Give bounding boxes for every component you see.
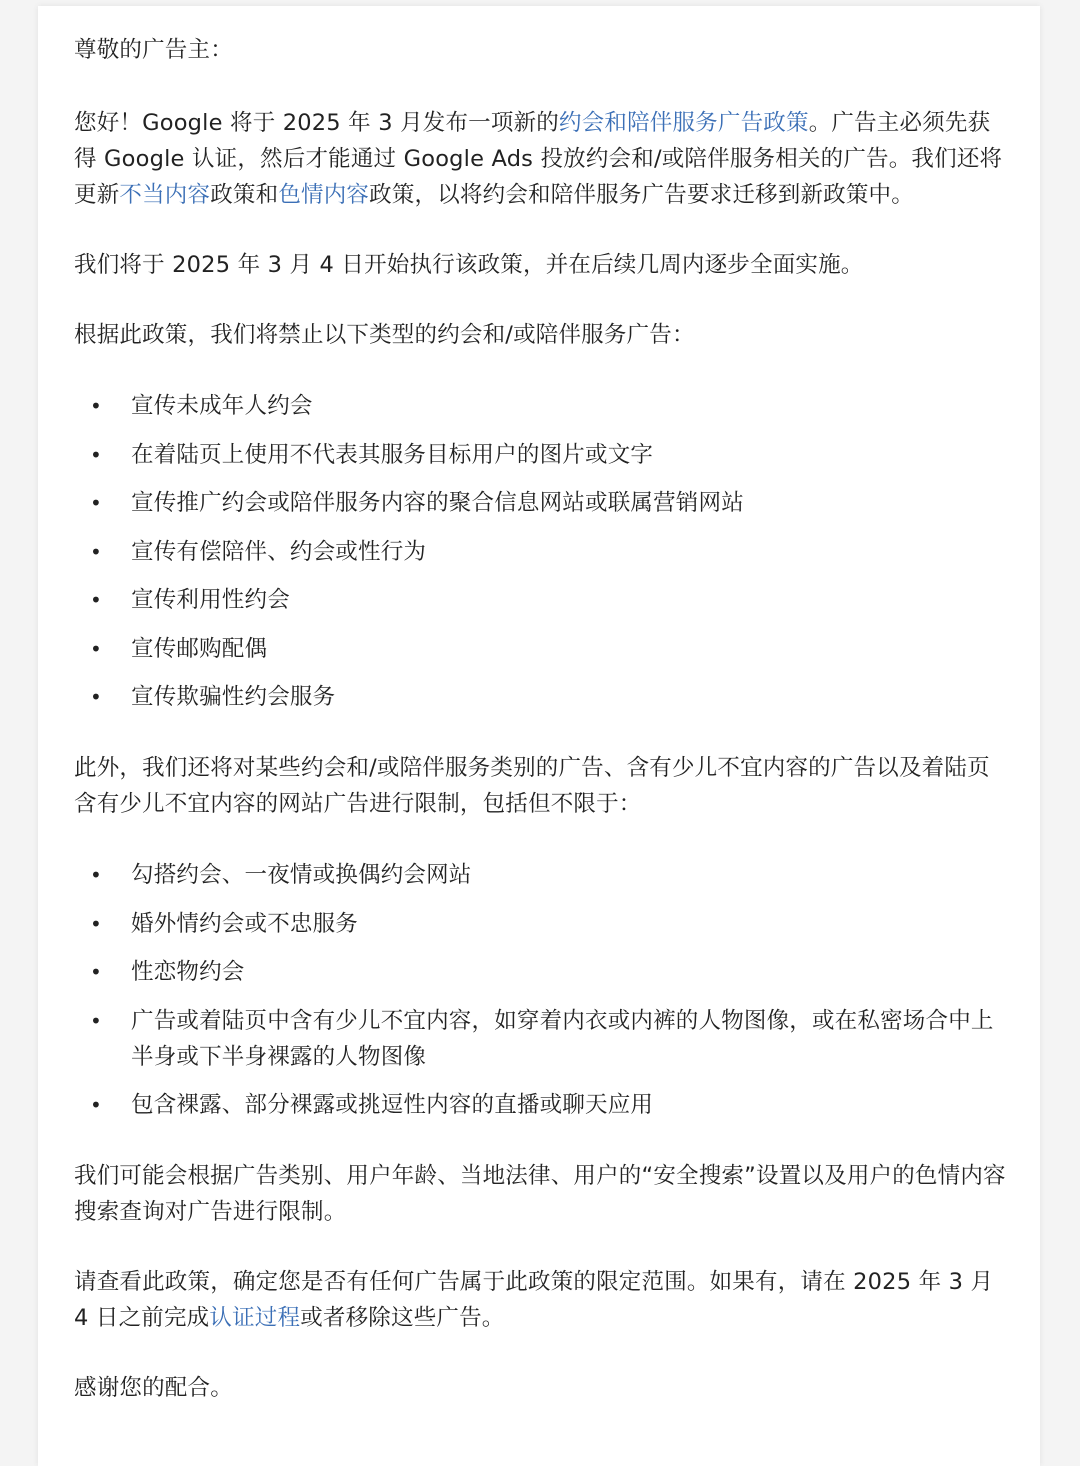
list-item: • 在着陆页上使用不代表其服务目标用户的图片或文字 xyxy=(74,437,1009,473)
sexual-content-link[interactable]: 色情内容 xyxy=(278,182,370,208)
list-item: • 宣传推广约会或陪伴服务内容的聚合信息网站或联属营销网站 xyxy=(74,485,1009,521)
bullet-icon: • xyxy=(90,1008,102,1033)
list-item: • 勾搭约会、一夜情或换偶约会网站 xyxy=(74,857,1009,893)
bullet-icon: • xyxy=(90,685,102,709)
certification-process-link[interactable]: 认证过程 xyxy=(209,1305,301,1331)
list-item: • 宣传邮购配偶 xyxy=(74,631,1009,667)
bullet-icon: • xyxy=(90,442,102,467)
salutation: 尊敬的广告主： xyxy=(74,37,233,63)
inappropriate-content-link[interactable]: 不当内容 xyxy=(119,182,211,208)
list-item: • 宣传欺骗性约会服务 xyxy=(74,679,1009,715)
closing: 感谢您的配合。 xyxy=(74,1375,233,1401)
list-item: • 性恋物约会 xyxy=(74,954,1009,990)
list-item: • 婚外情约会或不忠服务 xyxy=(74,906,1009,942)
dating-companionship-policy-link[interactable]: 约会和陪伴服务广告政策 xyxy=(558,110,809,136)
bullet-icon: • xyxy=(90,588,102,612)
action-paragraph: 请查看此政策，确定您是否有任何广告属于此政策的限定范围。如果有，请在 2025 年 3 月 4 日之前完成认证过程或者移除这些广告。 xyxy=(74,1269,994,1331)
bullet-icon: • xyxy=(90,491,102,515)
list-item: • 包含裸露、部分裸露或挑逗性内容的直播或聊天应用 xyxy=(74,1087,1009,1123)
list-item: • 宣传有偿陪伴、约会或性行为 xyxy=(74,534,1009,570)
prohibited-intro-paragraph: 根据此政策，我们将禁止以下类型的约会和/或陪伴服务广告： xyxy=(74,322,695,348)
bullet-icon: • xyxy=(90,911,102,936)
list-item: • 宣传利用性约会 xyxy=(74,582,1009,618)
bullet-icon: • xyxy=(90,539,102,564)
list-item: • 宣传未成年人约会 xyxy=(74,388,1009,424)
bullet-icon: • xyxy=(90,863,102,887)
list-item: • 广告或着陆页中含有少儿不宜内容，如穿着内衣或内裤的人物图像，或在私密场合中上半身或下半身裸露的人物图像 xyxy=(74,1003,1009,1075)
bullet-icon: • xyxy=(90,394,102,418)
restrictions-paragraph: 此外，我们还将对某些约会和/或陪伴服务类别的广告、含有少儿不宜内容的广告以及着陆页含有少儿不宜内容的网站广告进行限制，包括但不限于： xyxy=(74,755,990,817)
bullet-icon: • xyxy=(90,960,102,984)
intro-paragraph: 您好！Google 将于 2025 年 3 月发布一项新的约会和陪伴服务广告政策。广告主必须先获得 Google 认证，然后才能通过 Google Ads 投放约会和/或陪伴服务相关的广告。我们还将更新不当内容政策和色情内容政策，以将约会和陪伴服务广告要求迁移到新政策中。 xyxy=(74,110,1003,208)
prohibited-list xyxy=(74,388,1009,715)
enforcement-paragraph: 我们将于 2025 年 3 月 4 日开始执行该政策，并在后续几周内逐步全面实施。 xyxy=(74,252,864,278)
bullet-icon: • xyxy=(90,1093,102,1117)
restricted-list xyxy=(74,857,1009,1123)
limitation-paragraph: 我们可能会根据广告类别、用户年龄、当地法律、用户的“安全搜索”设置以及用户的色情内容搜索查询对广告进行限制。 xyxy=(74,1163,1006,1225)
bullet-icon: • xyxy=(90,636,102,661)
email-body xyxy=(74,32,1009,1406)
